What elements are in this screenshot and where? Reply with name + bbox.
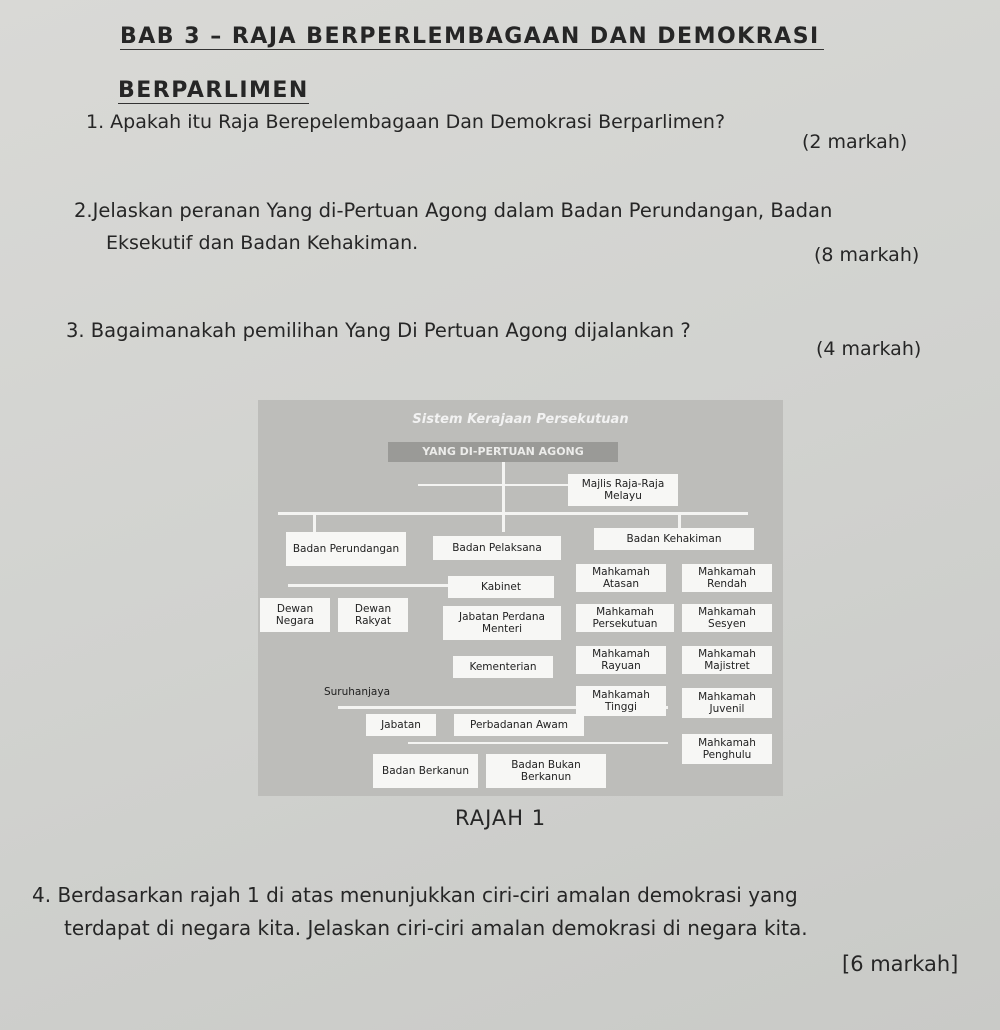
diagram-box-kementerian: Kementerian <box>453 656 553 678</box>
figure-caption: RAJAH 1 <box>455 806 547 830</box>
diagram-box-mahkamah-juvenil: Mahkamah Juvenil <box>682 688 772 718</box>
question-1: 1. Apakah itu Raja Berepelembagaan Dan Demokrasi Berparlimen? <box>86 111 726 133</box>
diagram-box-mahkamah-persekutuan: Mahkamah Persekutuan <box>576 604 674 632</box>
diagram-box-suruhanjaya: Suruhanjaya <box>323 686 391 698</box>
connector <box>288 584 448 587</box>
connector <box>502 512 505 532</box>
diagram-box-mahkamah-atasan: Mahkamah Atasan <box>576 564 666 592</box>
question-2-marks: (8 markah) <box>814 244 920 266</box>
diagram-box-badan-berkanun: Badan Berkanun <box>373 754 478 788</box>
question-3-marks: (4 markah) <box>816 338 922 360</box>
diagram-box-executive: Badan Pelaksana <box>433 536 561 560</box>
question-1-marks: (2 markah) <box>802 131 908 153</box>
diagram-box-jabatan: Jabatan <box>366 714 436 736</box>
diagram-box-judiciary: Badan Kehakiman <box>594 528 754 550</box>
diagram-box-mahkamah-rendah: Mahkamah Rendah <box>682 564 772 592</box>
connector <box>502 462 505 514</box>
question-4-line2: terdapat di negara kita. Jelaskan ciri-ciri amalan demokrasi di negara kita. <box>64 916 808 940</box>
diagram-box-dewan-negara: Dewan Negara <box>260 598 330 632</box>
diagram-box-majlis: Majlis Raja-Raja Melayu <box>568 474 678 506</box>
question-3: 3. Bagaimanakah pemilihan Yang Di Pertuan Agong dijalankan ? <box>66 319 691 342</box>
diagram-box-mahkamah-rayuan: Mahkamah Rayuan <box>576 646 666 674</box>
diagram-box-legislative: Badan Perundangan <box>286 532 406 566</box>
question-4-marks: [6 markah] <box>842 952 959 976</box>
diagram-box-mahkamah-sesyen: Mahkamah Sesyen <box>682 604 772 632</box>
diagram-box-mahkamah-tinggi: Mahkamah Tinggi <box>576 686 666 716</box>
diagram-box-mahkamah-penghulu: Mahkamah Penghulu <box>682 734 772 764</box>
diagram-box-badan-bukan-berkanun: Badan Bukan Berkanun <box>486 754 606 788</box>
question-4-line1: 4. Berdasarkan rajah 1 di atas menunjukkan ciri-ciri amalan demokrasi yang <box>32 883 798 907</box>
diagram-title: Sistem Kerajaan Persekutuan <box>412 412 629 427</box>
diagram-box-jpm: Jabatan Perdana Menteri <box>443 606 561 640</box>
diagram-box-dewan-rakyat: Dewan Rakyat <box>338 598 408 632</box>
diagram-box-mahkamah-majistret: Mahkamah Majistret <box>682 646 772 674</box>
connector <box>418 484 568 486</box>
question-2-line2: Eksekutif dan Badan Kehakiman. <box>106 232 419 254</box>
diagram-box-perbadanan: Perbadanan Awam <box>454 714 584 736</box>
connector <box>313 512 316 532</box>
chapter-title-line2: BERPARLIMEN <box>118 78 309 103</box>
question-2-line1: 2.Jelaskan peranan Yang di-Pertuan Agong dalam Badan Perundangan, Badan <box>74 199 833 222</box>
chapter-title: BAB 3 – RAJA BERPERLEMBAGAAN DAN DEMOKRASI <box>120 24 824 50</box>
diagram-box-agong: YANG DI-PERTUAN AGONG <box>388 442 618 462</box>
federal-government-diagram <box>258 400 783 796</box>
connector <box>408 742 668 744</box>
diagram-box-kabinet: Kabinet <box>448 576 554 598</box>
